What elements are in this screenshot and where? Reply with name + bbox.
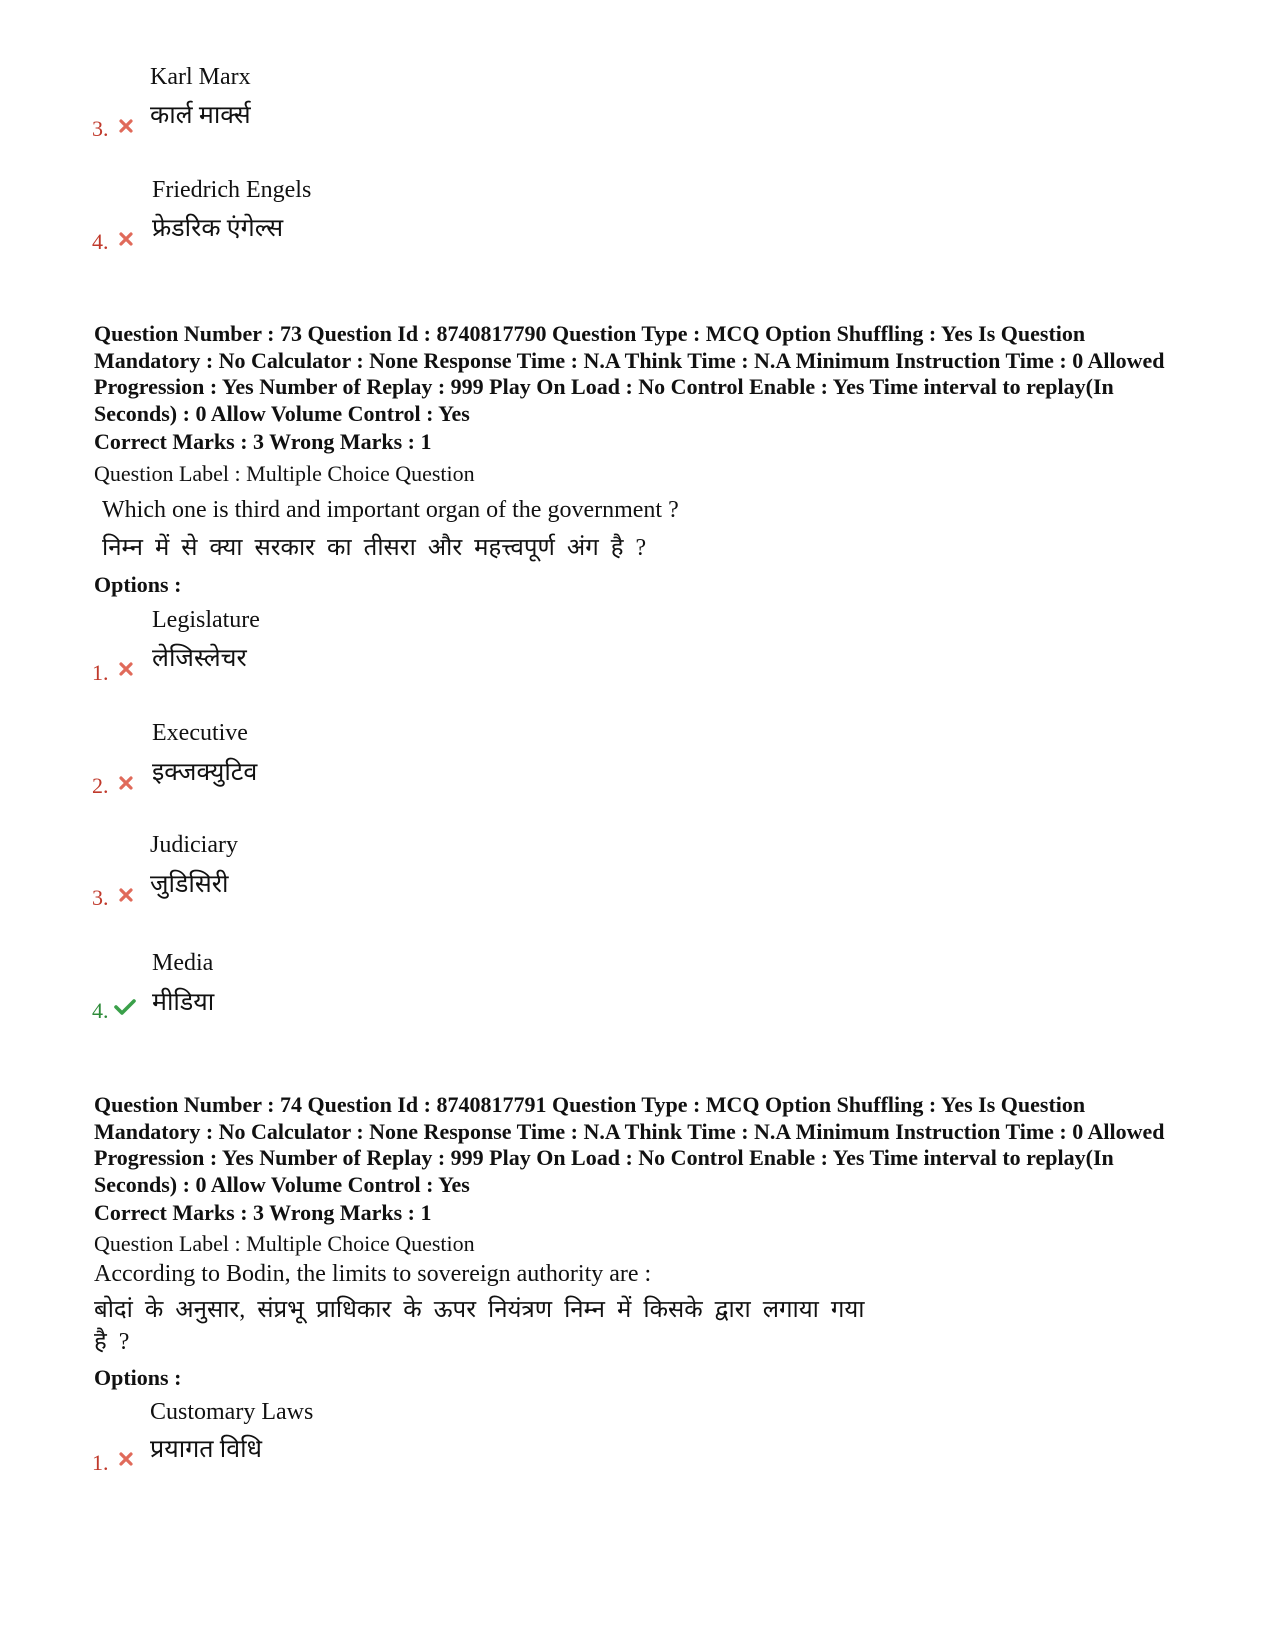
question-label: Question Label : Multiple Choice Question xyxy=(94,1231,475,1256)
correct-check-icon xyxy=(114,998,136,1016)
option-text-hi: लेजिस्लेचर xyxy=(152,645,247,672)
question-meta: Question Number : 73 Question Id : 8740817790 Question Type : MCQ Option Shuffling : Yes Is Question Mandatory : No Calculator : None Response Time : N.A Think Time : N.A Minimum Instruction Time : 0 Allowed Progression : Yes Number of Replay : 999 Play On Load : No Control Enable : Yes Time interval to replay(In Seconds) : 0 Allow Volume Control : Yes xyxy=(94,321,1165,426)
option-number: 1. xyxy=(92,660,109,685)
question-marks: Correct Marks : 3 Wrong Marks : 1 xyxy=(94,1200,432,1225)
wrong-cross-icon xyxy=(118,231,134,247)
wrong-cross-icon xyxy=(118,661,134,677)
question-meta: Question Number : 74 Question Id : 8740817791 Question Type : MCQ Option Shuffling : Yes Is Question Mandatory : No Calculator : None Response Time : N.A Think Time : N.A Minimum Instruction Time : 0 Allowed Progression : Yes Number of Replay : 999 Play On Load : No Control Enable : Yes Time interval to replay(In Seconds) : 0 Allow Volume Control : Yes xyxy=(94,1092,1165,1197)
question-marks: Correct Marks : 3 Wrong Marks : 1 xyxy=(94,429,432,454)
option-text-en: Legislature xyxy=(152,607,260,633)
question-text-en: Which one is third and important organ of the government ? xyxy=(102,497,679,523)
wrong-cross-icon xyxy=(118,887,134,903)
option-text-hi: फ्रेडरिक एंगेल्स xyxy=(152,215,284,242)
wrong-cross-icon xyxy=(118,775,134,791)
option-number: 4. xyxy=(92,998,109,1023)
option-text-en: Friedrich Engels xyxy=(152,177,312,203)
options-heading: Options : xyxy=(94,1365,182,1390)
options-heading: Options : xyxy=(94,572,182,597)
option-number: 3. xyxy=(92,885,109,910)
option-number: 2. xyxy=(92,773,109,798)
option-text-en: Karl Marx xyxy=(150,64,251,90)
question-label: Question Label : Multiple Choice Question xyxy=(94,461,475,486)
option-number: 4. xyxy=(92,229,109,254)
option-number: 3. xyxy=(92,116,109,141)
option-text-hi: मीडिया xyxy=(152,989,215,1016)
wrong-cross-icon xyxy=(118,1451,134,1467)
option-text-en: Media xyxy=(152,950,214,976)
wrong-cross-icon xyxy=(118,118,134,134)
option-text-hi: जुडिसिरी xyxy=(150,871,229,898)
option-text-hi: कार्ल मार्क्स xyxy=(150,102,251,129)
option-text-hi: प्रयागत विधि xyxy=(150,1436,263,1463)
question-text-hi: निम्न में से क्या सरकार का तीसरा और महत्त्वपूर्ण अंग है ? xyxy=(102,535,647,561)
option-text-en: Executive xyxy=(152,720,248,746)
option-number: 1. xyxy=(92,1450,109,1475)
option-text-en: Judiciary xyxy=(150,832,238,858)
question-text-en: According to Bodin, the limits to sovereign authority are : xyxy=(94,1261,652,1287)
option-text-en: Customary Laws xyxy=(150,1399,314,1425)
question-text-hi-continued: है ? xyxy=(94,1329,130,1355)
question-text-hi: बोदां के अनुसार, संप्रभू प्राधिकार के ऊपर नियंत्रण निम्न में किसके द्वारा लगाया गया xyxy=(94,1297,865,1323)
option-text-hi: इक्जक्युटिव xyxy=(152,759,258,786)
